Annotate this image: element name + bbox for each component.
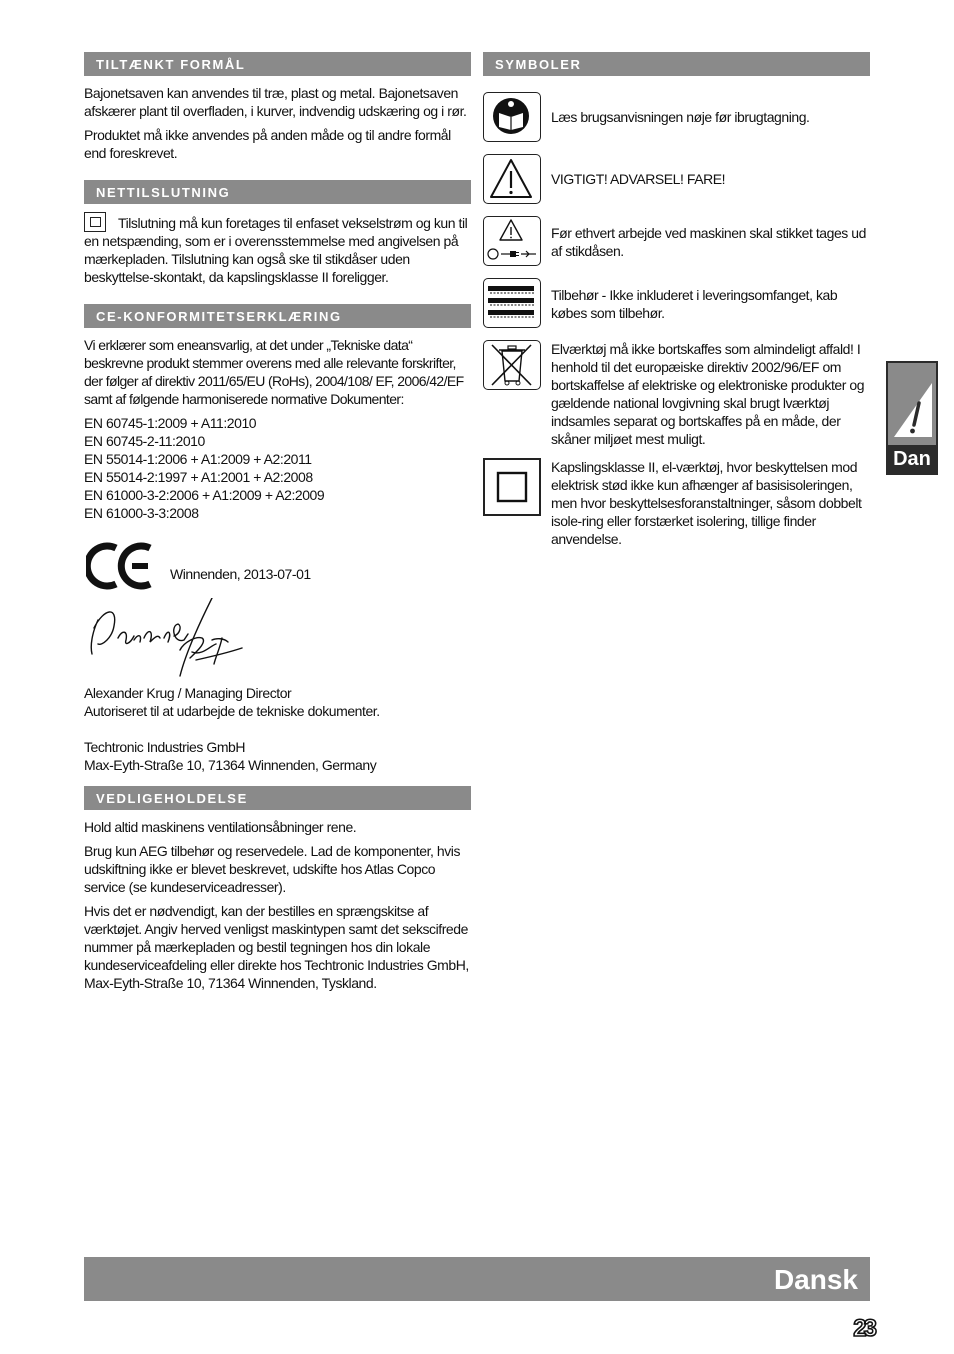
- maintenance-paragraph-2: Brug kun AEG tilbehør og reservedele. Lad de komponenter, hvis udskiftning ikke er blevet beskrevet, udskifte hos Atlas Copco service (se kundeserviceadresser).: [84, 843, 461, 895]
- standard-item: EN 55014-2:1997 + A1:2001 + A2:2008: [84, 469, 313, 485]
- symbol-text: VIGTIGT! ADVARSEL! FARE!: [551, 171, 726, 187]
- declaration-date: Winnenden, 2013-07-01: [170, 566, 311, 582]
- maintenance-paragraph-3: Hvis det er nødvendigt, kan der bestilles en sprængskitse af værktøjet. Angiv herved venligst maskintypen samt det sekscifrede nummer på mærkepladen og bestil tegningen hos din lokale kundeserviceafdeling eller direkte hos Techtronic Industries GmbH, Max-Eyth-Straße 10, 71364 Winnenden, Tyskland.: [84, 903, 469, 991]
- ce-mark-block: [84, 542, 471, 592]
- class-ii-small-icon: [84, 212, 106, 232]
- signer-name: Alexander Krug / Managing Director: [84, 685, 292, 701]
- symbol-row: [483, 340, 870, 450]
- section-header-maintenance: VEDLIGEHOLDELSE: [84, 786, 471, 810]
- intended-use-paragraph-2: Produktet må ikke anvendes på anden måde og til andre formål end foreskrevet.: [84, 127, 451, 161]
- warning-tab-background: [888, 363, 936, 445]
- symbol-text: Før ethvert arbejde ved maskinen skal stikket tages ud af stikdåsen.: [551, 225, 866, 259]
- mains-paragraph: [84, 212, 471, 286]
- standard-item: EN 55014-1:2006 + A1:2009 + A2:2011: [84, 451, 312, 467]
- symbol-row: [483, 216, 870, 268]
- ce-mark-icon: [86, 542, 156, 590]
- symbol-text: Elværktøj må ikke bortskaffes som almindeligt affald! I henhold til det europæiske direktiv 2002/96/EF om bortskaffelse af elektriske og elektroniske produkter og gældende national lovgivning skal brugt lværktøj indsamles separat og bortskaffes på en måde, der skåner miljøet mest muligt.: [551, 341, 865, 447]
- language-footer-bar: Dansk: [84, 1257, 870, 1301]
- symbol-row: [483, 278, 870, 330]
- standards-list: [84, 414, 471, 522]
- language-tab: [886, 361, 938, 475]
- symbol-text: Læs brugsanvisningen nøje før ibrugtagning.: [551, 109, 810, 125]
- accessory-blades-icon: [483, 278, 541, 328]
- intended-use-paragraph-1: Bajonetsaven kan anvendes til træ, plast og metal. Bajonetsaven afskærer plant til overfladen, i kurver, indvendig udskæring og i rør.: [84, 85, 467, 119]
- right-column: [483, 52, 870, 547]
- authorized-text: Autoriseret til at udarbejde de tekniske dokumenter.: [84, 703, 380, 719]
- company-address: Max-Eyth-Straße 10, 71364 Winnenden, Germany: [84, 757, 377, 773]
- company-name: Techtronic Industries GmbH: [84, 739, 246, 755]
- standard-item: EN 60745-1:2009 + A11:2010: [84, 415, 257, 431]
- section-header-mains: NETTILSLUTNING: [84, 180, 471, 204]
- symbol-row: [483, 92, 870, 144]
- section-header-ce: CE-KONFORMITETSERKLÆRING: [84, 304, 471, 328]
- language-tab-label: Dan: [893, 448, 931, 470]
- unplug-warning-icon: [483, 216, 541, 266]
- page-number: 23: [853, 1315, 874, 1342]
- read-manual-icon: [483, 92, 541, 142]
- standard-item: EN 61000-3-3:2008: [84, 505, 199, 521]
- symbol-row: [483, 458, 870, 547]
- symbol-text: Tilbehør - Ikke inkluderet i leveringsomfanget, kab købes som tilbehør.: [551, 287, 838, 321]
- section-header-intended-use: TILTÆNKT FORMÅL: [84, 52, 471, 76]
- ce-paragraph: Vi erklærer som eneansvarlig, at det under „Tekniske data“ beskrevne produkt stemmer overens med alle relevante forskrifter, der følger af direktiv 2011/65/EU (RoHs), 2004/108/ EF, 2006/42/EF samt af følgende harmoniserede normative Dokumenter:: [84, 337, 464, 407]
- warning-triangle-icon: [483, 154, 541, 204]
- standard-item: EN 61000-3-2:2006 + A1:2009 + A2:2009: [84, 487, 325, 503]
- class-ii-icon: [483, 458, 541, 516]
- crossed-bin-icon: [483, 340, 541, 390]
- standard-item: EN 60745-2-11:2010: [84, 433, 205, 449]
- section-header-symbols: SYMBOLER: [483, 52, 870, 76]
- mains-text: Tilslutning må kun foretages til enfaset vekselstrøm og kun til en netspænding, som er i overensstemmelse med angivelsen på mærkepladen. Tilslutning kan også ske til stikdåser uden beskyttelse-skontakt, da kapslingsklasse II foreligger.: [84, 215, 468, 285]
- signature-image: [84, 598, 254, 680]
- left-column: [84, 52, 471, 992]
- symbol-row: [483, 154, 870, 206]
- maintenance-paragraph-1: Hold altid maskinens ventilationsåbninger rene.: [84, 819, 357, 835]
- warning-tab-icon: [888, 363, 936, 445]
- symbol-text: Kapslingsklasse II, el-værktøj, hvor beskyttelsen mod elektrisk stød ikke kun afhænger af basisisoleringen, men hvor beskyttelsesforanstaltninger, såsom dobbelt isole-ring eller forstærket isolering, tillige finder anvendelse.: [551, 459, 862, 547]
